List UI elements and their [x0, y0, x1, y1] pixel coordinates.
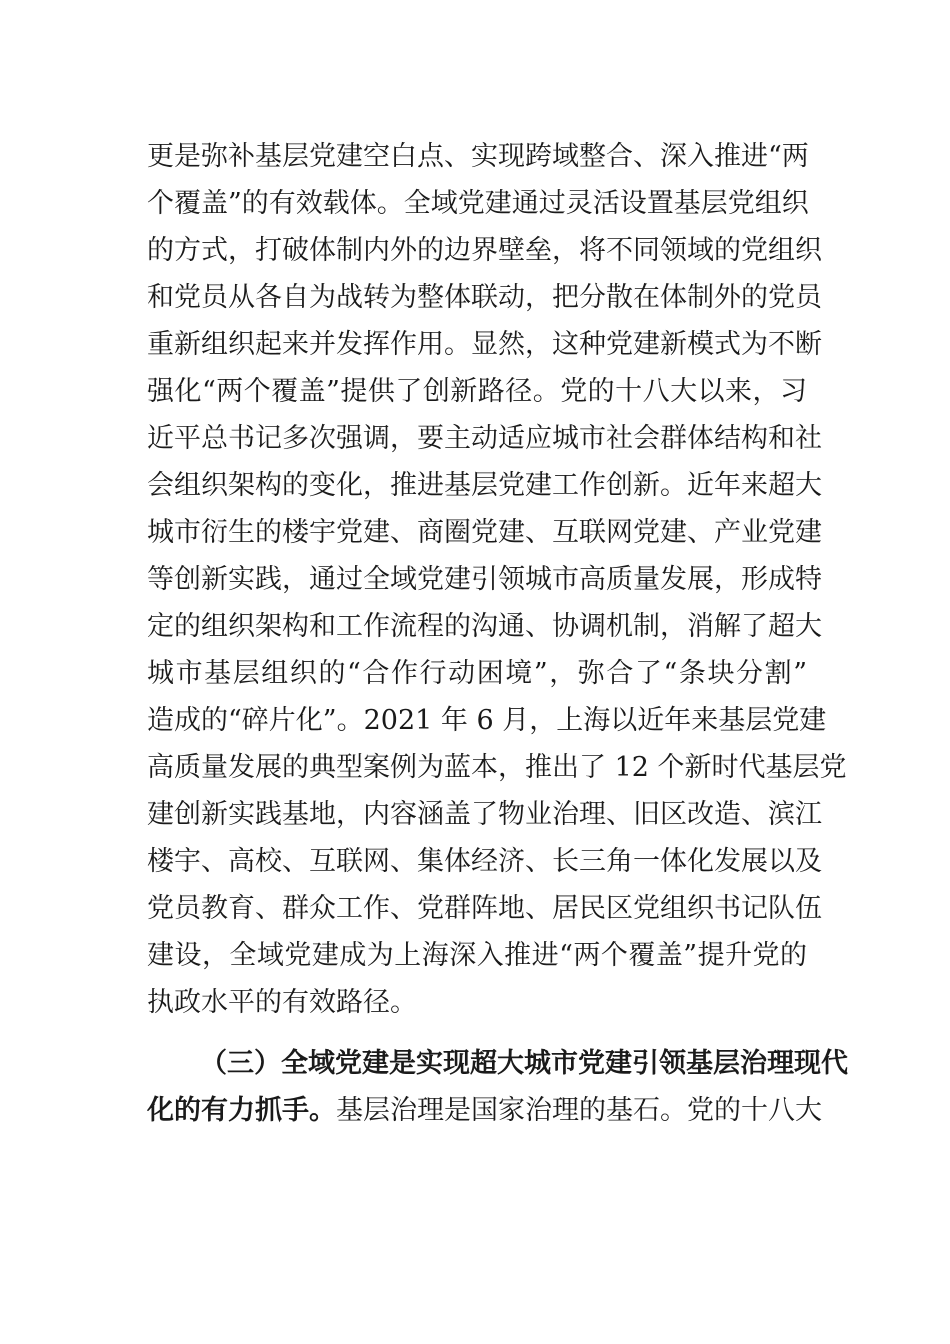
text-line: 更是弥补基层党建空白点、实现跨域整合、深入推进“两 [147, 141, 809, 172]
text-line: 会组织架构的变化，推进基层党建工作创新。近年来超大 [147, 470, 822, 501]
text-line: 近平总书记多次强调，要主动适应城市社会群体结构和社 [147, 423, 822, 454]
text-line: 城市衍生的楼宇党建、商圈党建、互联网党建、产业党建 [147, 517, 822, 548]
text-line: 楼宇、高校、互联网、集体经济、长三角一体化发展以及 [147, 846, 822, 877]
text-line: 执政水平的有效路径。 [147, 987, 417, 1018]
text-line [147, 1091, 822, 1131]
text-line: 高质量发展的典型案例为蓝本，推出了 12 个新时代基层党 [147, 752, 847, 783]
text-line: 城市基层组织的“合作行动困境”，弥合了“条块分割” [147, 658, 807, 689]
text-line: 重新组织起来并发挥作用。显然，这种党建新模式为不断 [147, 329, 822, 360]
text-line: 的方式，打破体制内外的边界壁垒，将不同领域的党组织 [147, 235, 822, 266]
text-line: 造成的“碎片化”。2021 年 6 月，上海以近年来基层党建 [147, 705, 827, 736]
text-line: 等创新实践，通过全域党建引领城市高质量发展，形成特 [147, 564, 822, 595]
section-heading-line: （三）全域党建是实现超大城市党建引领基层治理现代 [200, 1048, 848, 1079]
text-line: 党员教育、群众工作、党群阵地、居民区党组织书记队伍 [147, 893, 822, 924]
text-line: 强化“两个覆盖”提供了创新路径。党的十八大以来，习 [147, 376, 807, 407]
text-line: 建设，全域党建成为上海深入推进“两个覆盖”提升党的 [147, 940, 807, 971]
section-heading-tail: 化的有力抓手。 [147, 1095, 336, 1126]
body-text: 基层治理是国家治理的基石。党的十八大 [336, 1095, 822, 1126]
text-line: 定的组织架构和工作流程的沟通、协调机制，消解了超大 [147, 611, 822, 642]
text-line: 建创新实践基地，内容涵盖了物业治理、旧区改造、滨江 [147, 799, 822, 830]
text-line: 个覆盖”的有效载体。全域党建通过灵活设置基层党组织 [147, 188, 809, 219]
text-line: 和党员从各自为战转为整体联动，把分散在体制外的党员 [147, 282, 822, 313]
